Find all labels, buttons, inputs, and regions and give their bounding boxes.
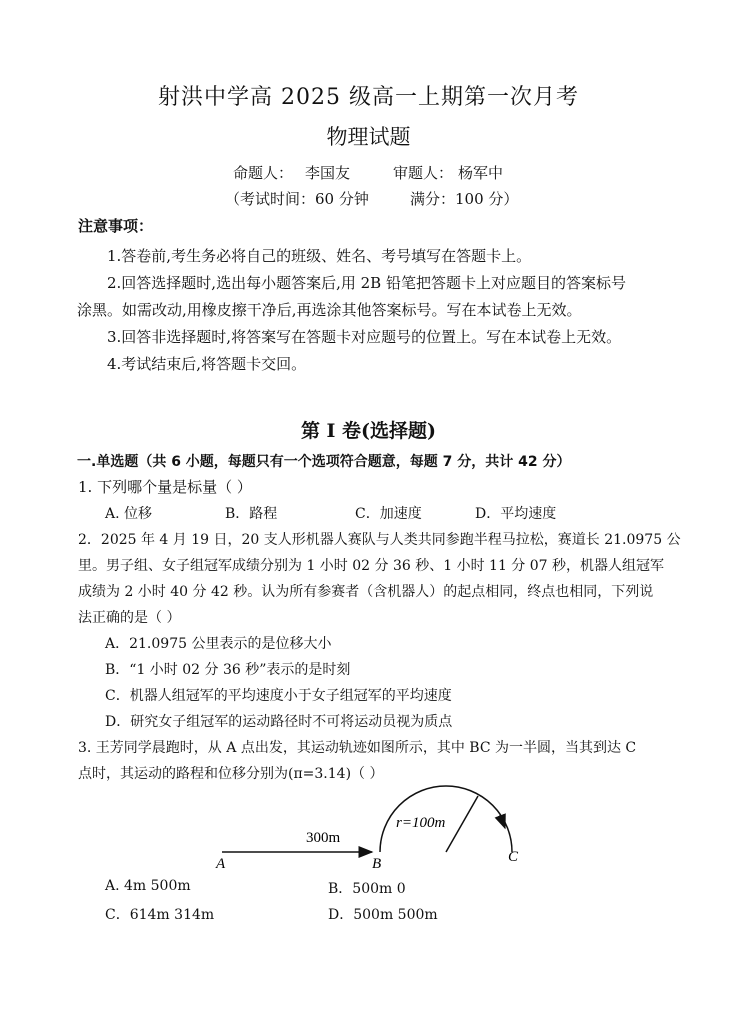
point-b-label: B <box>372 856 382 872</box>
question-2-line: 里。男子组、女子组冠军成绩分别为 1 小时 02 分 36 秒、1 小时 11 分 07 秒，机器人组冠军 <box>78 558 665 574</box>
author-label: 命题人： <box>233 164 294 182</box>
note-item: 涂黑。如需改动,用橡皮擦干净后,再选涂其他答案标号。写在本试卷上无效。 <box>77 301 582 319</box>
question-1-option-c: C．加速度 <box>355 506 422 522</box>
trajectory-figure <box>200 780 540 875</box>
notes-heading: 注意事项： <box>78 217 154 235</box>
reviewer-label: 审题人： <box>393 164 454 182</box>
question-2-option-a: A．21.0975 公里表示的是位移大小 <box>105 636 332 652</box>
question-3-line: 点时，其运动的路程和位移分别为(π=3.14)（ ） <box>78 766 384 782</box>
question-2-line: 法正确的是（ ） <box>78 610 181 626</box>
note-item: 3.回答非选择题时,将答案写在答题卡对应题号的位置上。写在本试卷上无效。 <box>107 328 622 346</box>
section-title: 第 I 卷(选择题) <box>300 420 437 442</box>
exam-score: 满分：100 分） <box>410 190 519 208</box>
question-3-line: 3. 王芳同学晨跑时，从 A 点出发，其运动轨迹如图所示，其中 BC 为一半圆，当其到达 C <box>78 740 637 756</box>
note-item: 1.答卷前,考生务必将自己的班级、姓名、考号填写在答题卡上。 <box>107 247 532 265</box>
question-1-stem: 1. 下列哪个量是标量（ ） <box>78 478 252 496</box>
exam-title: 射洪中学高 2025 级高一上期第一次月考 <box>158 85 579 110</box>
question-2-line: 2．2025 年 4 月 19 日，20 支人形机器人赛队与人类共同参跑半程马拉松，赛道长 21.0975 公 <box>78 532 681 548</box>
question-2-option-b: B．“1 小时 02 分 36 秒”表示的是时刻 <box>105 662 351 678</box>
radius-line <box>446 796 478 852</box>
question-2-option-c: C．机器人组冠军的平均速度小于女子组冠军的平均速度 <box>105 688 452 704</box>
note-item: 4.考试结束后,将答题卡交回。 <box>107 355 307 373</box>
question-1-option-b: B．路程 <box>225 506 278 522</box>
question-3-option-d: D．500m 500m <box>328 907 438 923</box>
question-3-option-b: B．500m 0 <box>328 881 406 897</box>
question-2-line: 成绩为 2 小时 40 分 42 秒。认为所有参赛者（含机器人）的起点相同，终点也相同，下列说 <box>78 584 654 600</box>
radius-label: r=100m <box>396 815 446 831</box>
author-name: 李国友 <box>305 164 351 182</box>
point-a-label: A <box>216 856 226 872</box>
section-heading: 一.单选题（共 6 小题，每题只有一个选项符合题意，每题 7 分，共计 42 分） <box>77 454 571 470</box>
exam-subtitle: 物理试题 <box>326 125 411 149</box>
exam-time: （考试时间：60 分钟 <box>225 190 369 208</box>
question-3-option-c: C．614m 314m <box>105 907 215 923</box>
segment-length-label: 300m <box>306 830 341 846</box>
question-1-option-d: D．平均速度 <box>475 506 557 522</box>
reviewer-name: 杨军中 <box>458 164 504 182</box>
point-c-label: C <box>508 849 519 865</box>
question-3-option-a: A. 4m 500m <box>105 878 191 894</box>
question-1-option-a: A. 位移 <box>105 506 153 522</box>
question-2-option-d: D．研究女子组冠军的运动路径时不可将运动员视为质点 <box>105 714 453 730</box>
note-item: 2.回答选择题时,选出每小题答案后,用 2B 铅笔把答题卡上对应题目的答案标号 <box>107 274 626 292</box>
